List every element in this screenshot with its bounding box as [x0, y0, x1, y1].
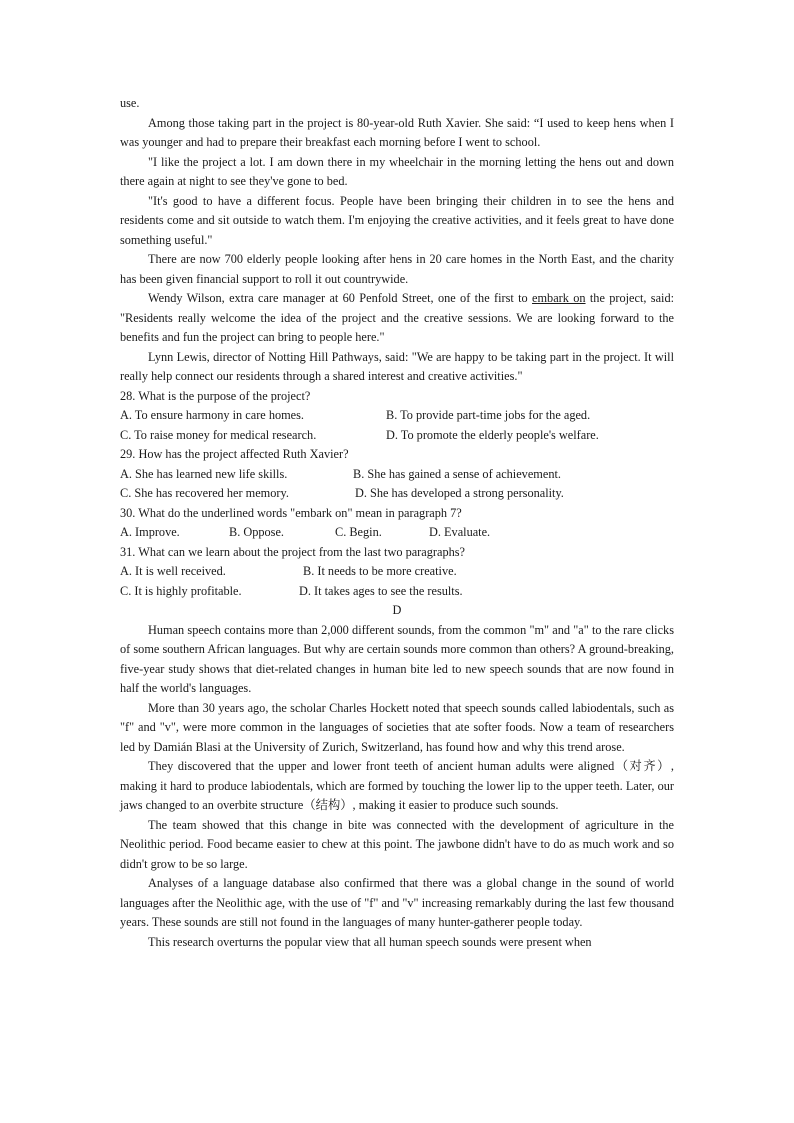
- paragraph: Among those taking part in the project is 80-year-old Ruth Xavier. She said: “I used to keep hens when I was younger and had to prepare their breakfast each morning before I went to school.: [120, 115, 674, 149]
- paragraph: They discovered that the upper and lower front teeth of ancient human adults were aligned（对齐）, making it hard to produce labiodentals, which are formed by touching the lower lip to the upper teeth. Later, our jaws changed to an overbite structure（结构）, making it easier to produce such sounds.: [120, 759, 674, 812]
- option-c: C. To raise money for medical research.: [120, 427, 317, 442]
- option-row: [120, 406, 674, 426]
- underlined-phrase: embark on: [532, 291, 586, 305]
- paragraph-text: the project, said: "Residents really welcome the idea of the project and the creative sessions. We are looking forward to the benefits and fun the project can bring to people here.": [120, 291, 675, 344]
- option-row: [120, 562, 674, 582]
- option-row: [120, 426, 674, 446]
- option-b: B. It needs to be more creative.: [303, 564, 457, 578]
- option-a: A. She has learned new life skills.: [120, 466, 288, 481]
- section-heading: D: [392, 603, 402, 617]
- option-a: A. Improve.: [120, 525, 180, 539]
- paragraph-wendy: [120, 289, 674, 348]
- paragraph: The team showed that this change in bite was connected with the development of agriculture in the Neolithic period. Food became easier to chew at this point. The jawbone didn't have to do as much work and so didn't grow to be so large.: [120, 817, 674, 871]
- option-d: D. To promote the elderly people's welfare.: [386, 427, 599, 442]
- paragraph-lynn: Lynn Lewis, director of Notting Hill Pathways, said: "We are happy to be taking part in the project. It will really help connect our residents through a shared interest and creative activities.": [120, 349, 674, 383]
- option-row: [120, 582, 674, 602]
- question-stem: 29. How has the project affected Ruth Xavier?: [120, 447, 349, 461]
- option-a: A. To ensure harmony in care homes.: [120, 408, 304, 422]
- question-31: [120, 543, 674, 602]
- question-stem: 28. What is the purpose of the project?: [120, 388, 311, 403]
- option-a: A. It is well received.: [120, 564, 226, 578]
- paragraph: Human speech contains more than 2,000 different sounds, from the common "m" and "a" to the rare clicks of some southern African languages. But why are certain sounds more common than others? A ground-breaking, five-year study shows that diet-related changes in human bite led to new speech sounds that are now found in half the world's languages.: [120, 622, 674, 695]
- option-d: D. She has developed a strong personality.: [355, 486, 564, 500]
- paragraph: "It's good to have a different focus. People have been bringing their children in to see the hens and residents come and sit outside to watch them. I'm enjoying the creative activities, and it feels great to have done something useful.": [120, 193, 674, 247]
- question-29: [120, 445, 674, 504]
- question-28: [120, 387, 674, 446]
- question-stem: 31. What can we learn about the project from the last two paragraphs?: [120, 544, 465, 559]
- option-d: D. It takes ages to see the results.: [299, 583, 463, 598]
- document-page: [120, 94, 674, 952]
- paragraph: More than 30 years ago, the scholar Charles Hockett noted that speech sounds called labiodentals, such as "f" and "v", were more common in the languages of societies that ate softer foods. Now a team of researchers led by Damián Blasi at the University of Zurich, Switzerland, has found how and why this trend arose.: [120, 700, 674, 754]
- paragraph: Analyses of a language database also confirmed that there was a global change in the sound of world languages after the Neolithic age, with the use of "f" and "v" increasing remarkably during the last few thousand years. These sounds are still not found in the languages of many hunter-gatherer people today.: [120, 876, 674, 929]
- question-stem: 30. What do the underlined words "embark on" mean in paragraph 7?: [120, 505, 462, 520]
- paragraph-text: Wendy Wilson, extra care manager at 60 Penfold Street, one of the first to: [148, 291, 533, 305]
- option-b: B. She has gained a sense of achievement.: [353, 466, 561, 481]
- option-row: [120, 523, 674, 543]
- option-c: C. She has recovered her memory.: [120, 486, 289, 500]
- option-c: C. It is highly profitable.: [120, 583, 242, 598]
- option-b: B. To provide part-time jobs for the aged.: [386, 408, 591, 422]
- question-30: [120, 504, 674, 543]
- option-c: C. Begin.: [335, 525, 382, 539]
- paragraph: "I like the project a lot. I am down there in my wheelchair in the morning letting the hens out and down there again at night to see they've gone to bed.: [120, 154, 674, 188]
- paragraph: There are now 700 elderly people looking after hens in 20 care homes in the North East, and the charity has been given financial support to roll it out countrywide.: [120, 252, 674, 286]
- paragraph: This research overturns the popular view that all human speech sounds were present when: [148, 934, 592, 949]
- option-d: D. Evaluate.: [429, 525, 491, 539]
- option-row: [120, 465, 674, 485]
- paragraph: use.: [120, 96, 140, 110]
- option-row: [120, 484, 674, 504]
- option-b: B. Oppose.: [229, 525, 284, 539]
